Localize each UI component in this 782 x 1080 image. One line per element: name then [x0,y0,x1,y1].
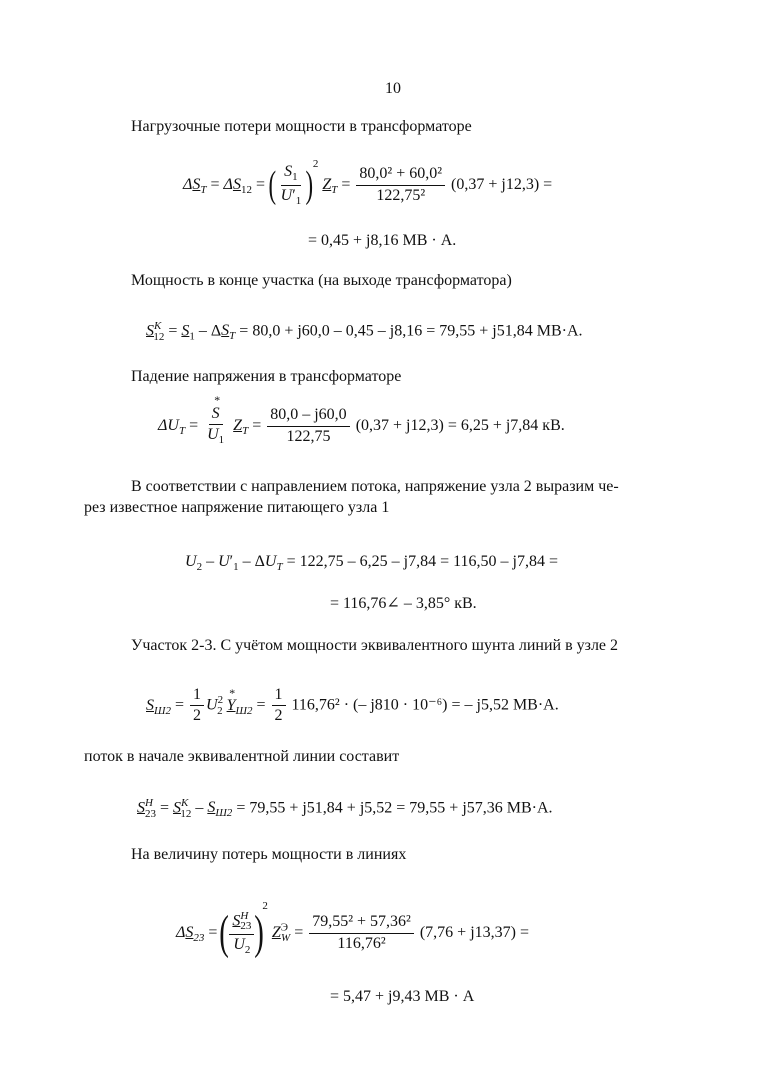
eq1-numerator: 80,0² + 60,0² [356,165,445,185]
eq5-tail: 116,76² · (– j810 · 10⁻⁶) = – j5,52 МВ·А. [291,696,559,714]
eq4-main: = 122,75 – 6,25 – j7,84 = 116,50 – j7,84 = [286,553,558,570]
eq2-tail: = 80,0 + j60,0 – 0,45 – j8,16 = 79,55 + j51,84 МВ·А. [239,322,583,340]
eq3-numerator: 80,0 – j60,0 [267,406,349,426]
equation-shunt-power: $S_{Ш2}$ = $\frac{1}{2}$ $U^2_2 * Y_{Ш2}$ = $\frac{1}{2}$ 116,76² · (– j810 · 10⁻⁶) = – j5,52 МВ·А. [146,686,559,726]
equation-node-voltage: $U_2 - U'_1 - \Delta U_T = 122,75 - 6,25 - j7,84 = 116,50 - j7,84$ = [185,553,558,574]
equation-line-losses: $\Delta S_{23}$ = ( $\frac{S^H_{23}}{U_2}$ )$^2$ $Z^Э_W$ = $\frac{\text{79,55² + 57,36²}}{\text{116,76²}}$ (7,76 + j13,37) = [176,900,529,960]
equation-transformer-losses-result: = 0,45 + j8,16 МВ · А. [308,232,457,249]
paragraph-line-start-flow: поток в начале эквивалентной линии составит [84,748,400,765]
eq7-denominator: 116,76² [337,934,386,952]
equation-voltage-drop: $\Delta U_T$ = * $\frac{S}{U_1}$ $Z_T$ = $\frac{80,0 - j60,0}{122,75}$ (0,37 + j12,3) = 6,25 + j7,84 кВ. [158,405,565,447]
equation-node-voltage-result: = 116,76∠ – 3,85° кВ. [330,595,477,612]
paragraph-line-losses: На величину потерь мощности в линиях [131,846,407,863]
paragraph-load-losses: Нагрузочные потери мощности в трансформаторе [131,118,472,135]
equation-transformer-losses: $\Delta S_T = \Delta S_{12}$ = ( $\frac{S_1}{U'_1}$ )$^2$ $Z_T$ = $\frac{\text{80,0² + 60,0²}}{\text{122,75²}}$ (0,37 + j12,3) = [183,158,553,208]
eq3-denominator: 122,75 [286,427,331,445]
page-number: 10 [385,80,401,97]
eq7-tail: (7,76 + j13,37) = [419,924,529,941]
paragraph-node-voltage-1: В соответствии с направлением потока, напряжение узла 2 выразим че- [131,478,619,495]
eq1-denominator: 122,75² [376,186,426,204]
equation-line-losses-result: = 5,47 + j9,43 МВ · А [330,988,475,1005]
eq6-tail: = 79,55 + j51,84 + j5,52 = 79,55 + j57,36 МВ·А. [236,799,553,817]
eq3-tail: (0,37 + j12,3) = 6,25 + j7,84 кВ. [355,416,565,434]
eq1-tail: (0,37 + j12,3) = [451,176,553,193]
equation-line-start-flow: $S^H_{23} = S^K_{12} - S_{Ш2} = 79,55 + j51,84 + j5,52 = 79,55 + j57,36$ МВ·А. [137,797,553,820]
paragraph-section-2-3: Участок 2-3. С учётом мощности эквивалентного шунта линий в узле 2 [131,637,619,654]
paragraph-power-at-end: Мощность в конце участка (на выходе трансформатора) [131,272,512,289]
paragraph-node-voltage-2: рез известное напряжение питающего узла 1 [84,499,390,516]
eq7-numerator: 79,55² + 57,36² [309,913,414,933]
paragraph-voltage-drop: Падение напряжения в трансформаторе [131,368,402,385]
equation-power-at-end: $S^K_{12} = S_1 - \Delta S_T = 80,0 + j60,0 - 0,45 - j8,16 = 79,55 + j51,84$ МВ·А. [146,320,583,343]
